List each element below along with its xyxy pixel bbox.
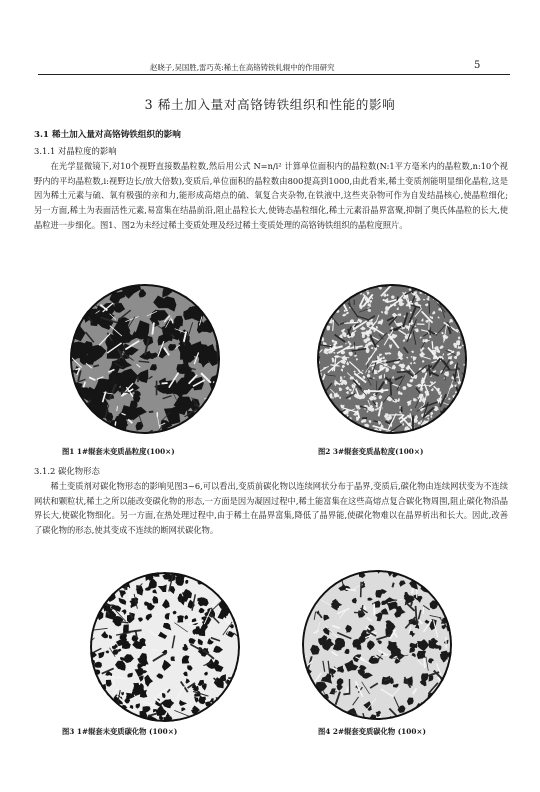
page-number: 5 (474, 60, 481, 71)
paragraph-carbide-morphology: 稀土变质剂对碳化物形态的影响见图3~6,可以看出,变质前碳化物以连续网状分布于晶界,变质后,碳化物由连续网状变为不连续网状和颗粒状,稀土之所以能改变碳化物的形态,一方面是因为凝固过程中,稀土能富集在这些高熔点复合碳化物周围,阻止碳化物沿晶界长大,使碳化物细化。另一方面,在热处理过程中,由于稀土在晶界富集,降低了晶界能,使碳化物难以在晶界析出和长大。因此,改善了碳化物的形态,使其变成不连续的断网状碳化物。 (34, 481, 508, 536)
carbide-micrograph-image (302, 570, 452, 720)
header-rule (38, 74, 510, 75)
figure-1-caption: 图1 1#辊套未变质晶粒度(100×) (62, 447, 175, 456)
figure-3-micrograph (90, 572, 240, 722)
figure-1-micrograph (70, 284, 220, 434)
grain-micrograph-image (70, 284, 220, 434)
figure-4-micrograph (302, 570, 452, 720)
figure-4-caption: 图4 2#辊套变质碳化物 (100×) (318, 727, 426, 736)
section-3-1-2-title: 3.1.2 碳化物形态 (34, 466, 100, 476)
figure-2-micrograph (317, 284, 467, 434)
section-3-1-2-body (34, 479, 508, 538)
running-title: 赵晓子,吴国胜,雷巧英:稀土在高铬铸铁轧辊中的作用研究 (150, 63, 335, 72)
figure-3-caption: 图3 1#辊套未变质碳化物 (100×) (62, 727, 178, 736)
running-header (0, 60, 540, 76)
section-3-1-title: 3.1 稀土加入量对高铬铸铁组织的影响 (34, 130, 181, 140)
section-3-1-1-title: 3.1.1 对晶粒度的影响 (34, 146, 117, 156)
figure-2-caption: 图2 3#辊套变质晶粒度(100×) (318, 447, 424, 456)
carbide-micrograph-image (90, 572, 240, 722)
paragraph-grain-size: 在光学显微镜下,对10个视野直接数晶粒数,然后用公式 N=n/i² 计算单位面积内的晶粒数(N:1平方毫米内的晶粒数,n:10个视野内的平均晶粒数,i:视野边长/放大倍数),变质后,单位面积的晶粒数由800提高到1000,由此看来,稀土变质剂能明显细化晶粒,这是因为稀土元素与硫、氧有极强的亲和力,能形成高熔点的硫、氧复合夹杂物,在铁液中,这些夹杂物可作为自发结晶核心,使晶粒细化;另一方面,稀土为表面活性元素,易富集在结晶前沿,阻止晶粒长大,使铸态晶粒细化,稀土元素沿晶界富聚,抑制了奥氏体晶粒的长大,使晶粒进一步细化。图1、图2为未经过稀土变质处理及经过稀土变质处理的高铬铸铁组织的晶粒度照片。 (34, 161, 508, 230)
chapter-title: 3 稀土加入量对高铬铸铁组织和性能的影响 (144, 97, 396, 112)
grain-micrograph-image (317, 284, 467, 434)
section-3-1-1-body (34, 159, 508, 233)
